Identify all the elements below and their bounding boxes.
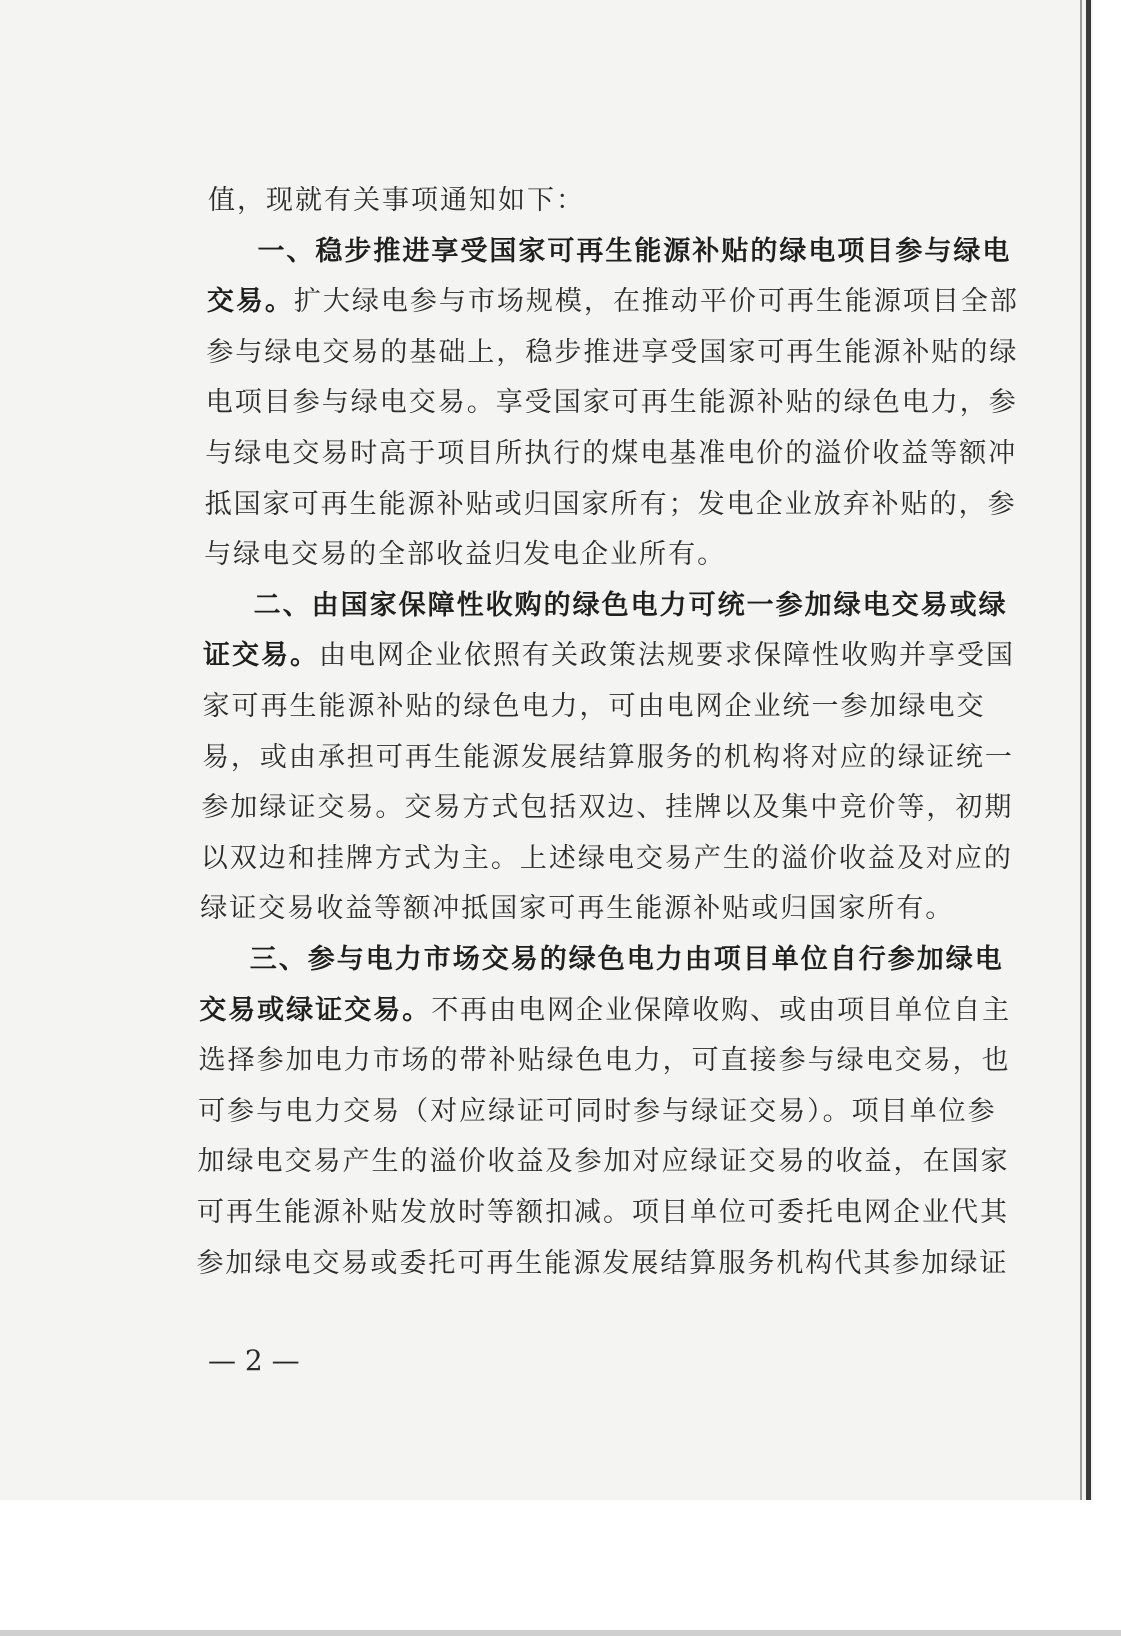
text-line [204,488,1017,522]
text-line [250,943,1020,977]
bottom-divider [0,1630,1121,1636]
text-line [197,1145,1010,1179]
body-text: 电项目参与绿电交易。享受国家可再生能源补贴的绿色电力，参 [205,387,1018,419]
text-line [257,235,1027,269]
body-text: 不再由电网企业保障收购、或由项目单位自主 [431,994,1012,1026]
text-line [198,1044,1011,1078]
body-text: 与绿电交易时高于项目所执行的煤电基准电价的溢价收益等额冲 [205,438,1018,469]
body-text: 加绿电交易产生的溢价收益及参加对应绿证交易的收益，在国家 [197,1146,1010,1178]
heading-text: 三、参与电力市场交易的绿色电力由项目单位自行参加绿电 [249,944,1004,975]
body-text: 由电网企业依照有关政策法规要求保障性收购并享受国 [319,640,1016,672]
body-text: 可参与电力交易（对应绿证可同时参与绿证交易）。项目单位参 [198,1095,997,1127]
text-line [206,336,1019,370]
scan-edge [1086,0,1091,1500]
body-text: 选择参加电力市场的带补贴绿色电力，可直接参与绿电交易，也 [198,1045,1011,1077]
heading-text: 交易。 [206,286,294,318]
text-line [205,386,1018,420]
text-line [200,842,1013,876]
text-line [198,1095,997,1129]
heading-text: 交易或绿证交易。 [199,994,432,1026]
body-text: 可再生能源补贴发放时等额扣减。项目单位可委托电网企业代其 [197,1197,1009,1228]
text-line [254,589,1024,623]
heading-text: 二、由国家保障性收购的绿色电力可统一参加绿电交易或绿 [253,589,1008,621]
text-line [197,1196,1009,1230]
body-text: 以双边和挂牌方式为主。上述绿电交易产生的溢价收益及对应的 [200,842,1013,874]
text-line [203,639,1016,673]
text-line [201,791,1014,825]
text-line [199,994,1012,1028]
text-line [206,285,1019,319]
scan-edge-shadow [1080,0,1082,1500]
page-number: — 2 — [208,1344,300,1377]
text-line [202,690,986,724]
body-text: 家可再生能源补贴的绿色电力，可由电网企业统一参加绿电交 [202,691,986,722]
text-line [208,184,978,218]
body-text: 与绿电交易的全部收益归发电企业所有。 [204,539,727,571]
heading-text: 一、稳步推进享受国家可再生能源补贴的绿电项目参与绿电 [257,235,1012,267]
body-text: 参加绿证交易。交易方式包括双边、挂牌以及集中竞价等，初期 [201,792,1014,824]
body-text: 扩大绿电参与市场规模，在推动平价可再生能源项目全部 [293,286,1019,318]
heading-text: 证交易。 [203,640,320,672]
text-line [201,741,1014,775]
body-text: 参加绿电交易或委托可再生能源发展结算服务机构代其参加绿证 [196,1247,1009,1279]
body-text: 绿证交易收益等额冲抵国家可再生能源补贴或归国家所有。 [200,893,955,925]
text-line [204,538,974,572]
body-text: 易，或由承担可再生能源发展结算服务的机构将对应的绿证统一 [201,741,1014,773]
text-line [205,437,1018,471]
body-text: 抵国家可再生能源补贴或归国家所有；发电企业放弃补贴的，参 [204,488,1017,520]
body-text: 值，现就有关事项通知如下： [208,185,585,216]
text-line [200,892,970,926]
body-text: 参与绿电交易的基础上，稳步推进享受国家可再生能源补贴的绿 [206,336,1019,368]
text-line [196,1247,1009,1281]
